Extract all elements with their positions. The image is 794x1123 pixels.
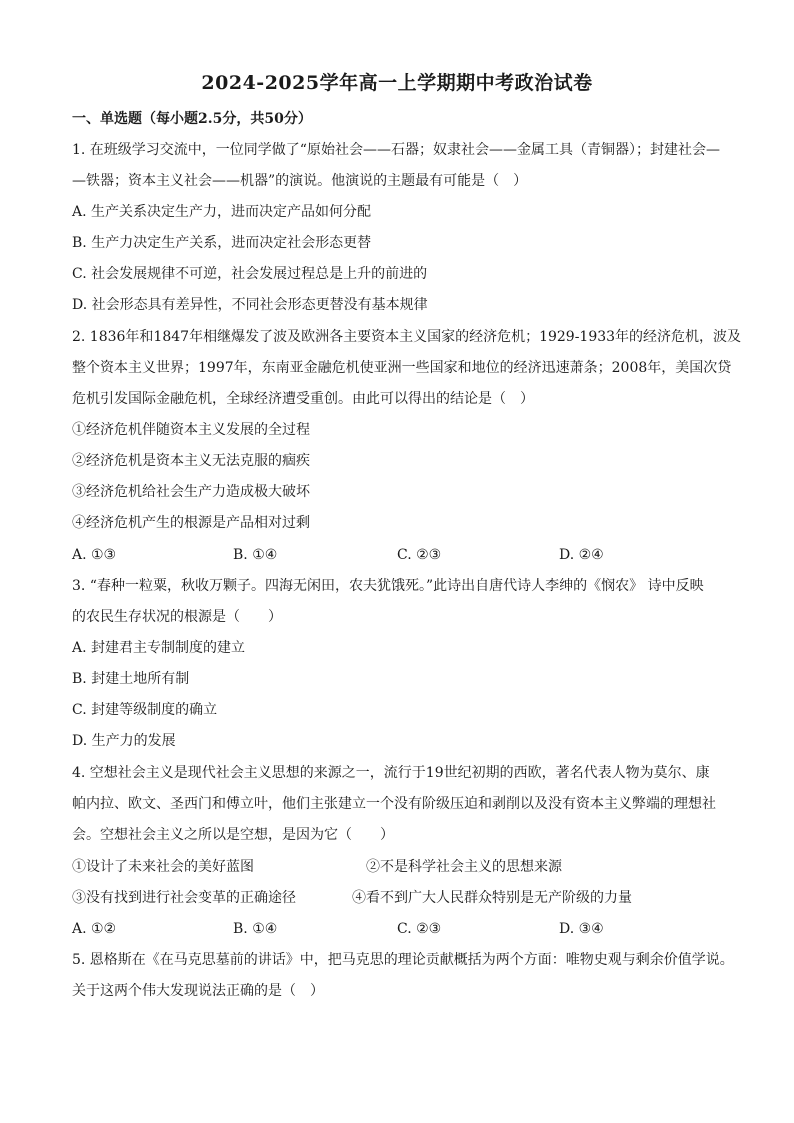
- q4-option-c: C. ②③: [397, 921, 442, 937]
- q4-stem-line-3: 会。空想社会主义之所以是空想，是因为它（ ）: [72, 827, 394, 843]
- q2-option-a: A. ①③: [72, 547, 117, 563]
- q4-option-b: B. ①④: [233, 921, 278, 937]
- q2-stem-line-1: 2. 1836年和1847年相继爆发了波及欧洲各主要资本主义国家的经济危机；1929-1933年的经济危机，波及: [72, 329, 742, 345]
- q2-option-d: D. ②④: [559, 547, 604, 563]
- q3-stem-line-1: 3. “春种一粒粟，秋收万颗子。四海无闲田，农夫犹饿死。”此诗出自唐代诗人李绅的《悯农》 诗中反映: [72, 578, 704, 594]
- q2-statement-4: ④经济危机产生的根源是产品相对过剩: [72, 515, 310, 531]
- q3-option-a: A. 封建君主专制制度的建立: [72, 640, 246, 656]
- q4-statement-2: ②不是科学社会主义的思想来源: [366, 859, 562, 875]
- q4-option-a: A. ①②: [72, 921, 117, 937]
- q2-option-c: C. ②③: [397, 547, 442, 563]
- q5-stem-line-1: 5. 恩格斯在《在马克思墓前的讲话》中，把马克思的理论贡献概括为两个方面：唯物史观与剩余价值学说。: [72, 952, 734, 968]
- q1-stem-line-2: —铁器；资本主义社会——机器”的演说。他演说的主题最有可能是（ ）: [72, 173, 528, 189]
- q4-stem-line-1: 4. 空想社会主义是现代社会主义思想的来源之一，流行于19世纪初期的西欧，著名代表人物为莫尔、康: [72, 765, 710, 781]
- q5-stem-line-2: 关于这两个伟大发现说法正确的是（ ）: [72, 983, 324, 999]
- exam-title: 2024-2025学年高一上学期期中考政治试卷: [201, 72, 593, 94]
- q2-stem-line-3: 危机引发国际金融危机，全球经济遭受重创。由此可以得出的结论是（ ）: [72, 391, 534, 407]
- q4-stem-line-2: 帕内拉、欧文、圣西门和傅立叶，他们主张建立一个没有阶级压迫和剥削以及没有资本主义弊端的理想社: [72, 796, 716, 812]
- q2-statement-1: ①经济危机伴随资本主义发展的全过程: [72, 422, 310, 438]
- q1-option-d: D. 社会形态具有差异性，不同社会形态更替没有基本规律: [72, 297, 428, 313]
- q3-option-d: D. 生产力的发展: [72, 733, 176, 749]
- q1-option-b: B. 生产力决定生产关系，进而决定社会形态更替: [72, 235, 372, 251]
- q4-statement-3: ③没有找到进行社会变革的正确途径: [72, 890, 296, 906]
- q2-stem-line-2: 整个资本主义世界；1997年，东南亚金融危机使亚洲一些国家和地位的经济迅速萧条；2008年，美国次贷: [72, 360, 732, 376]
- q1-option-c: C. 社会发展规律不可逆，社会发展过程总是上升的前进的: [72, 266, 428, 282]
- q2-option-b: B. ①④: [233, 547, 278, 563]
- q2-statement-2: ②经济危机是资本主义无法克服的痼疾: [72, 453, 310, 469]
- q4-statement-1: ①设计了未来社会的美好蓝图: [72, 859, 254, 875]
- q2-statement-3: ③经济危机给社会生产力造成极大破坏: [72, 484, 310, 500]
- section-heading: 一、单选题（每小题2.5分，共50分）: [72, 111, 312, 127]
- q4-option-d: D. ③④: [559, 921, 604, 937]
- q1-stem-line-1: 1. 在班级学习交流中，一位同学做了“原始社会——石器；奴隶社会——金属工具（青铜器）；封建社会—: [72, 142, 720, 158]
- q4-statement-4: ④看不到广大人民群众特别是无产阶级的力量: [352, 890, 632, 906]
- q3-option-c: C. 封建等级制度的确立: [72, 702, 218, 718]
- q3-stem-line-2: 的农民生存状况的根源是（ ）: [72, 609, 282, 625]
- q3-option-b: B. 封建土地所有制: [72, 671, 190, 687]
- q1-option-a: A. 生产关系决定生产力，进而决定产品如何分配: [72, 204, 372, 220]
